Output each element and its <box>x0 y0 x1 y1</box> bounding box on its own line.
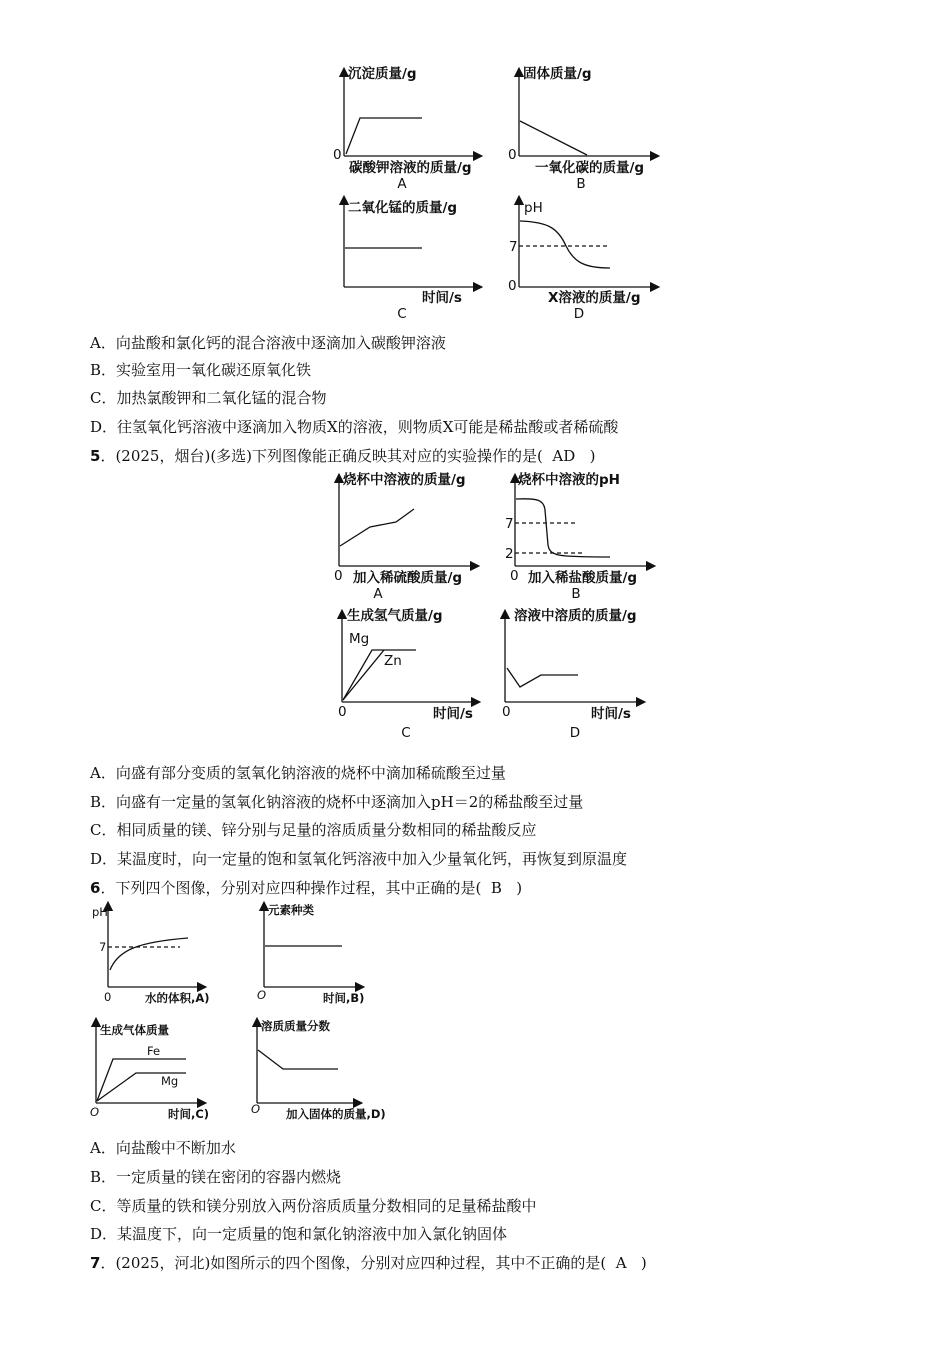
q6-d-xlabel: 加入固体的质量,D) <box>286 1107 386 1121</box>
q5-graph-b <box>515 478 651 566</box>
q5-c-ylabel: 生成氢气质量/g <box>347 608 443 624</box>
q7-answer: A <box>615 1254 627 1272</box>
q4-b-curve <box>520 121 587 155</box>
q6-option-b: B．一定质量的镁在密闭的容器内燃烧 <box>90 1168 342 1186</box>
q4-graph-a <box>344 72 478 156</box>
q7-number: 7 <box>90 1254 101 1272</box>
q4-a-curve <box>346 118 422 154</box>
q5-b-origin: 0 <box>510 568 519 584</box>
q6-option-a: A．向盐酸中不断加水 <box>90 1139 236 1157</box>
q4-d-origin: 0 <box>508 278 517 294</box>
q6-b-xlabel: 时间,B) <box>323 991 365 1005</box>
q5-stem-text: ．(2025，烟台)(多选)下列图像能正确反映其对应的实验操作的是( <box>100 447 543 465</box>
q5-c-zn <box>343 650 384 700</box>
q4-d-tick-7: 7 <box>509 239 518 255</box>
q4-a-ylabel: 沉淀质量/g <box>348 66 417 82</box>
q5-c-mg <box>343 650 416 700</box>
q4-d-xlabel: X溶液的质量/g <box>548 290 641 306</box>
q7-stem-close: ) <box>640 1254 647 1272</box>
q5-d-letter: D <box>569 725 581 741</box>
q6-graph-a <box>108 906 202 987</box>
q5-b-xlabel: 加入稀盐酸质量/g <box>528 570 638 586</box>
q5-c-letter: C <box>401 725 411 741</box>
q4-d-ylabel: pH <box>524 200 543 216</box>
q6-d-origin: O <box>251 1102 261 1116</box>
q6-b-origin: O <box>257 988 267 1002</box>
q5-c-origin: 0 <box>338 704 347 720</box>
q5-option-d: D．某温度时，向一定量的饱和氢氧化钙溶液中加入少量氧化钙，再恢复到原温度 <box>90 850 628 868</box>
q4-option-d: D．往氢氧化钙溶液中逐滴加入物质X的溶液，则物质X可能是稀盐酸或者稀硫酸 <box>90 418 619 436</box>
q4-a-xlabel: 碳酸钾溶液的质量/g <box>349 160 472 176</box>
q5-c-zn-label: Zn <box>384 653 402 669</box>
q5-b-curve <box>516 499 610 557</box>
q4-b-origin: 0 <box>508 147 517 163</box>
q4-c-xlabel: 时间/s <box>422 290 462 306</box>
q5-d-curve <box>507 668 578 687</box>
q5-a-origin: 0 <box>334 568 343 584</box>
q6-c-xlabel: 时间,C) <box>168 1107 210 1121</box>
q5-graph-d <box>505 614 641 702</box>
q6-c-ylabel: 生成气体质量 <box>100 1023 169 1037</box>
q5-b-letter: B <box>571 586 581 602</box>
q6-c-mg-label: Mg <box>161 1074 179 1088</box>
q4-d-letter: D <box>573 306 585 322</box>
q4-b-letter: B <box>576 176 586 192</box>
q5-number: 5 <box>90 447 101 465</box>
q6-a-xlabel: 水的体积,A) <box>145 991 210 1005</box>
q7-stem-text: ．(2025，河北)如图所示的四个图像，分别对应四种过程，其中不正确的是( <box>100 1254 607 1272</box>
q6-a-curve <box>110 938 188 970</box>
q6-number: 6 <box>90 879 101 897</box>
q5-stem-close: ) <box>589 447 596 465</box>
q5-b-ylabel: 烧杯中溶液的pH <box>518 472 620 488</box>
q6-c-origin: O <box>90 1105 100 1119</box>
q5-graph-c <box>342 614 476 702</box>
q6-stem <box>90 878 522 898</box>
q6-d-ylabel: 溶质质量分数 <box>261 1019 330 1033</box>
q7-stem <box>90 1253 647 1273</box>
q5-a-letter: A <box>373 586 383 602</box>
q6-stem-close: ) <box>516 879 523 897</box>
q6-a-tick-7: 7 <box>99 940 107 954</box>
q4-option-c: C．加热氯酸钾和二氧化锰的混合物 <box>90 389 327 407</box>
q4-a-letter: A <box>397 176 407 192</box>
q5-d-ylabel: 溶液中溶质的质量/g <box>514 608 637 624</box>
q5-c-xlabel: 时间/s <box>433 706 473 722</box>
q5-d-origin: 0 <box>502 704 511 720</box>
q6-graph-d <box>257 1022 358 1103</box>
q5-stem <box>90 446 595 466</box>
q4-graph-b <box>519 72 655 156</box>
q4-a-origin: 0 <box>333 147 342 163</box>
q6-c-fe-label: Fe <box>147 1044 161 1058</box>
q4-c-ylabel: 二氧化锰的质量/g <box>348 200 458 216</box>
q5-option-b: B．向盛有一定量的氢氧化钠溶液的烧杯中逐滴加入pH＝2的稀盐酸至过量 <box>90 793 584 811</box>
q6-a-ylabel: pH <box>92 905 108 919</box>
q5-graph-a <box>339 478 475 566</box>
q5-b-tick-7: 7 <box>505 516 514 532</box>
q5-a-curve <box>340 509 414 546</box>
q6-answer: B <box>490 879 502 897</box>
q6-a-origin: 0 <box>104 990 112 1004</box>
q5-option-c: C．相同质量的镁、锌分别与足量的溶质质量分数相同的稀盐酸反应 <box>90 821 537 839</box>
q4-d-curve <box>520 221 610 268</box>
q6-b-ylabel: 元素种类 <box>268 903 314 917</box>
q5-option-a: A．向盛有部分变质的氢氧化钠溶液的烧杯中滴加稀硫酸至过量 <box>90 764 506 782</box>
q4-b-xlabel: 一氧化碳的质量/g <box>535 160 645 176</box>
q5-c-mg-label: Mg <box>349 631 370 647</box>
q6-stem-text: ．下列四个图像，分别对应四种操作过程，其中正确的是( <box>100 879 482 897</box>
q4-option-b: B．实验室用一氧化碳还原氧化铁 <box>90 361 312 379</box>
q6-graph-b <box>264 906 360 987</box>
q5-a-ylabel: 烧杯中溶液的质量/g <box>343 472 466 488</box>
q5-a-xlabel: 加入稀硫酸质量/g <box>353 570 463 586</box>
q6-option-d: D．某温度下，向一定质量的饱和氯化钠溶液中加入氯化钠固体 <box>90 1225 508 1243</box>
q4-option-a: A．向盐酸和氯化钙的混合溶液中逐滴加入碳酸钾溶液 <box>90 334 446 352</box>
q6-d-curve <box>258 1050 338 1069</box>
q4-b-ylabel: 固体质量/g <box>523 66 592 82</box>
q6-option-c: C．等质量的铁和镁分别放入两份溶质质量分数相同的足量稀盐酸中 <box>90 1197 537 1215</box>
q5-b-tick-2: 2 <box>505 546 514 562</box>
q5-answer: AD <box>552 447 576 465</box>
q4-c-letter: C <box>397 306 407 322</box>
q5-d-xlabel: 时间/s <box>591 706 631 722</box>
